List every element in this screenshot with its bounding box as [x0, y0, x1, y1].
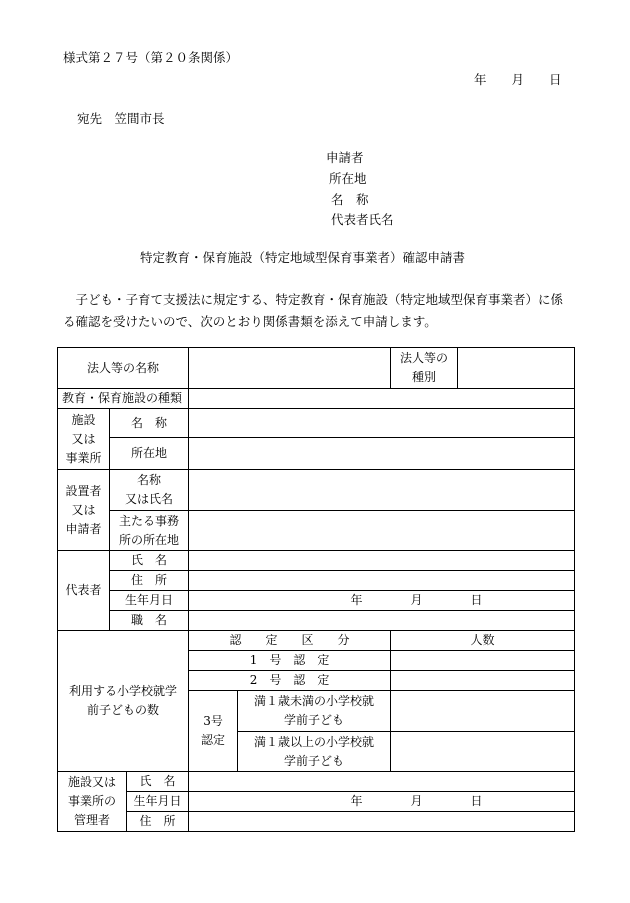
rep-position-value[interactable] [189, 611, 575, 631]
facility-type-value[interactable] [189, 389, 575, 409]
form-number: 様式第２７号（第２０条関係） [63, 50, 239, 65]
addressee: 宛先 笠間市長 [77, 111, 165, 126]
cert2-label: 2 号 認 定 [189, 671, 391, 691]
facility-name-label: 名 称 [110, 409, 189, 438]
cert3-label: 3号 認定 [189, 691, 238, 772]
applicant-name-label: 名 称 [331, 192, 369, 207]
document-title: 特定教育・保育施設（特定地域型保育事業者）確認申請書 [140, 250, 466, 265]
rep-address-label: 住 所 [110, 571, 189, 591]
cert3-over1-count[interactable] [391, 732, 575, 772]
cert3-under1-label: 満１歳未満の小学校就 学前子ども [238, 691, 391, 732]
representative-group-label: 代表者 [58, 551, 110, 631]
count-header: 人数 [391, 631, 575, 651]
mgr-birth-value[interactable]: 年 月 日 [189, 792, 575, 812]
corp-name-label: 法人等の名称 [58, 348, 189, 389]
founder-office-label: 主たる事務 所の所在地 [110, 511, 189, 551]
cert3-over1-label: 満１歳以上の小学校就 学前子ども [238, 732, 391, 772]
mgr-address-value[interactable] [189, 812, 575, 832]
facility-name-value[interactable] [189, 409, 575, 438]
corp-type-label: 法人等の 種別 [391, 348, 458, 389]
mgr-address-label: 住 所 [127, 812, 189, 832]
facility-address-label: 所在地 [110, 438, 189, 470]
application-table [57, 347, 575, 832]
body-text: 子ども・子育て支援法に規定する、特定教育・保育施設（特定地域型保育事業者）に係る確認を受けたいので、次のとおり関係書類を添えて申請します。 [63, 292, 564, 329]
cert3-under1-count[interactable] [391, 691, 575, 732]
rep-birth-value[interactable]: 年 月 日 [189, 591, 575, 611]
facility-address-value[interactable] [189, 438, 575, 470]
children-group-label: 利用する小学校就学 前子どもの数 [58, 631, 189, 772]
rep-name-value[interactable] [189, 551, 575, 571]
rep-position-label: 職 名 [110, 611, 189, 631]
cert1-count[interactable] [391, 651, 575, 671]
cert-header: 認 定 区 分 [189, 631, 391, 651]
corp-name-value[interactable] [189, 348, 391, 389]
mgr-name-value[interactable] [189, 772, 575, 792]
cert2-count[interactable] [391, 671, 575, 691]
rep-birth-label: 生年月日 [110, 591, 189, 611]
cert1-label: 1 号 認 定 [189, 651, 391, 671]
corp-type-value[interactable] [458, 348, 575, 389]
founder-name-value[interactable] [189, 470, 575, 511]
rep-name-label: 氏 名 [110, 551, 189, 571]
mgr-name-label: 氏 名 [127, 772, 189, 792]
founder-office-value[interactable] [189, 511, 575, 551]
mgr-birth-label: 生年月日 [127, 792, 189, 812]
facility-group-label: 施設 又は 事業所 [58, 409, 110, 470]
rep-address-value[interactable] [189, 571, 575, 591]
facility-type-label: 教育・保育施設の種類 [58, 389, 189, 409]
date-line: 年 月 日 [474, 72, 562, 87]
founder-group-label: 設置者 又は 申請者 [58, 470, 110, 551]
founder-name-label: 名称 又は氏名 [110, 470, 189, 511]
applicant-address-label: 所在地 [329, 171, 367, 186]
manager-group-label: 施設又は 事業所の 管理者 [58, 772, 127, 832]
applicant-heading: 申請者 [326, 150, 364, 165]
applicant-representative-label: 代表者氏名 [331, 212, 394, 227]
